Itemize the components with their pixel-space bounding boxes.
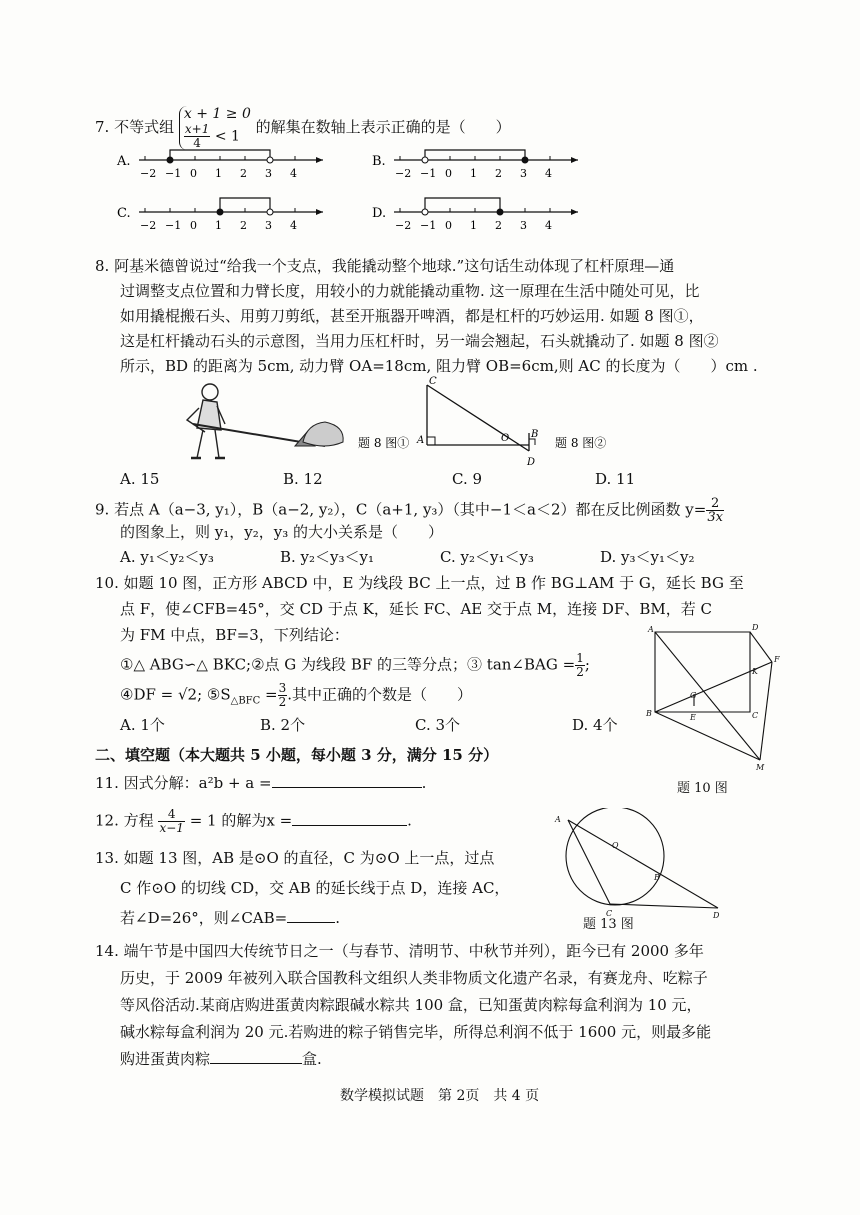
rock-drawing [303, 422, 343, 446]
question-text: 若点 A（a−3, y₁），B（a−2, y₂），C（a+1, y₃）（其中−1＜a＜2）都在反比例函数 y= [114, 500, 707, 519]
tick-label: 2 [495, 167, 502, 180]
question-9: 9. 若点 A（a−3, y₁），B（a−2, y₂），C（a+1, y₃）（其中−1＜a＜2）都在反比例函数 y= $\frac{2}{3x}$ [95, 496, 723, 525]
tick-label: −1 [165, 167, 182, 180]
option-c[interactable]: C. 3个 [415, 716, 461, 734]
question-number: 12. [95, 811, 119, 830]
tick-label: 1 [215, 167, 222, 180]
number-line-b [372, 150, 578, 180]
tick-label: 3 [265, 219, 272, 232]
tick-label: 4 [545, 219, 552, 232]
tick-label: 3 [265, 167, 272, 180]
option-label[interactable]: D. [372, 206, 387, 221]
question-number: 7. [95, 118, 110, 136]
point-label: A [417, 435, 425, 446]
point-label: G [690, 691, 697, 700]
tick-label: 2 [240, 219, 247, 232]
question-text: = 1 的解为x = [189, 811, 293, 830]
option-b[interactable]: B. 12 [283, 470, 323, 488]
question-14 [95, 940, 704, 962]
tick-label: −1 [165, 219, 182, 232]
tick-label: −1 [420, 167, 437, 180]
question-text: 等风俗活动.某商店购进蛋黄肉粽跟碱水粽共 100 盒，已知蛋黄肉粽每盒利润为 10 元， [120, 996, 702, 1014]
question-text: 不等式组 [114, 118, 175, 136]
question-text: 若∠D=26°，则∠CAB= . [120, 909, 341, 927]
answer-blank[interactable] [287, 907, 335, 923]
question-text: 端午节是中国四大传统节日之一（与春节、清明节、中秋节并列），距今已有 2000 多年 [123, 942, 704, 960]
tick-label: 0 [190, 219, 197, 232]
question-13 [95, 847, 494, 869]
tick-label: 4 [290, 219, 297, 232]
tick-label: 0 [445, 167, 452, 180]
conclusions-line-2: ④DF = √2; $⑤S_{\triangle BFC}$ = $\frac{3}{2}$ .其中正确的个数是（ ） [120, 681, 473, 709]
point-label: C [429, 376, 437, 387]
question-11: 11. 因式分解：a²b + a = . [95, 774, 427, 792]
point-label: C [606, 909, 613, 918]
answer-blank[interactable] [210, 1048, 302, 1064]
question-text: 的解集在数轴上表示正确的是（ ） [255, 118, 511, 136]
inequality-1: x + 1 ≥ 0 [183, 106, 251, 122]
point-label: O [612, 841, 619, 850]
point-label: O [501, 433, 510, 444]
point-label: F [774, 655, 780, 664]
q7-number-lines [115, 140, 595, 240]
question-text: 点 F，使∠CFB=45°，交 CD 于点 K，延长 FC、AE 交于点 M，连接 DF、BM，若 C [120, 600, 712, 618]
option-d[interactable]: D. 11 [595, 470, 636, 488]
tick-label: −2 [140, 219, 157, 232]
question-text: 所示，BD 的距离为 5cm, 动力臂 OA=18cm, 阻力臂 OB=6cm,则 AC 的长度为（ ）cm . [120, 357, 758, 375]
point-label: A [648, 625, 654, 634]
section-heading: 二、填空题（本大题共 5 小题，每小题 3 分，满分 15 分） [95, 746, 499, 764]
page-footer: 数学模拟试题 第 2页 共 4 页 [340, 1088, 540, 1104]
point-label: K [752, 667, 758, 676]
figure-caption: 题 13 图 [583, 917, 634, 932]
point-label: E [690, 713, 696, 722]
option-a[interactable]: A. y₁＜y₂＜y₃ [120, 548, 214, 566]
tick-label: 4 [545, 167, 552, 180]
question-text: 的图象上，则 y₁，y₂，y₃ 的大小关系是（ ） [120, 523, 443, 541]
answer-blank[interactable] [292, 810, 407, 826]
tick-label: 1 [470, 219, 477, 232]
point-label: C [752, 711, 759, 720]
question-text: 阿基米德曾说过“给我一个支点，我能撬动整个地球.”这句话生动体现了杠杆原理—通 [114, 257, 675, 275]
circle-figure [548, 808, 728, 933]
question-text: 购进蛋黄肉粽 盒. [120, 1050, 322, 1068]
option-a[interactable]: A. 15 [120, 470, 160, 488]
question-text: 这是杠杆撬动石头的示意图，当用力压杠杆时，另一端会翘起，石头就撬动了. 如题 8 图② [120, 332, 719, 350]
option-b[interactable]: B. 2个 [260, 716, 306, 734]
lever-figure-2 [415, 375, 615, 470]
figure-caption: 题 8 图② [555, 436, 607, 450]
question-text: 碱水粽每盒利润为 20 元.若购进的粽子销售完毕，所得总利润不低于 1600 元，则最多能 [120, 1023, 712, 1041]
question-10 [95, 572, 744, 594]
point-label: B [646, 709, 652, 718]
number-line-d [372, 198, 578, 232]
option-label[interactable]: C. [117, 206, 131, 221]
question-12: 12. 方程 $\frac{4}{x-1}$ = 1 的解为x = . [95, 807, 412, 835]
number-line-a [116, 150, 323, 180]
point-label: B [654, 873, 660, 882]
tick-label: 0 [445, 219, 452, 232]
question-number: 11. [95, 774, 119, 792]
answer-blank[interactable] [272, 772, 422, 788]
tick-label: 2 [495, 219, 502, 232]
point-label: A [555, 815, 561, 824]
tick-label: 3 [520, 219, 527, 232]
point-label: D [527, 457, 536, 468]
tick-label: 4 [290, 167, 297, 180]
question-text: 如题 10 图，正方形 ABCD 中，E 为线段 BC 上一点，过 B 作 BG⊥AM 于 G，延长 BG 至 [123, 574, 744, 592]
question-text: 如题 13 图，AB 是⊙O 的直径，C 为⊙O 上一点，过点 [123, 849, 495, 867]
square-figure [640, 620, 790, 800]
tick-label: −1 [420, 219, 437, 232]
option-a[interactable]: A. 1个 [120, 716, 165, 734]
point-label: M [756, 763, 765, 772]
question-number: 13. [95, 849, 119, 867]
tick-label: −2 [395, 219, 412, 232]
lever-figure-1 [175, 380, 435, 465]
point-label: D [752, 623, 759, 632]
question-8 [95, 255, 674, 277]
number-line-c [117, 198, 323, 232]
figure-caption: 题 8 图① [358, 436, 410, 450]
question-text: 为 FM 中点，BF=3，下列结论： [120, 626, 349, 644]
option-d[interactable]: D. y₃＜y₁＜y₂ [600, 548, 695, 566]
question-number: 8. [95, 257, 110, 275]
tick-label: −2 [140, 167, 157, 180]
question-text: 历史，于 2009 年被列入联合国教科文组织人类非物质文化遗产名录，有赛龙舟、吃粽子 [120, 969, 708, 987]
tick-label: −2 [395, 167, 412, 180]
tick-label: 0 [190, 167, 197, 180]
tick-label: 1 [470, 167, 477, 180]
figure-caption: 题 10 图 [677, 781, 728, 796]
option-d[interactable]: D. 4个 [572, 716, 618, 734]
option-label[interactable]: B. [372, 154, 386, 169]
person-drawing [187, 384, 225, 458]
conclusions-line-1: ①△ ABG∽△ BKC;②点 G 为线段 BF 的三等分点；③ tan∠BAG = $\frac{1}{2}$ ; [120, 651, 590, 679]
point-label: B [531, 429, 539, 440]
option-c[interactable]: C. 9 [452, 470, 483, 488]
tick-label: 1 [215, 219, 222, 232]
question-number: 10. [95, 574, 119, 592]
question-number: 9. [95, 500, 110, 519]
question-text: 方程 [123, 811, 154, 830]
tick-label: 2 [240, 167, 247, 180]
question-text: 因式分解：a²b + a = [123, 774, 272, 792]
question-text: 如用撬棍搬石头、用剪刀剪纸，甚至开瓶器开啤酒，都是杠杆的巧妙运用. 如题 8 图①， [120, 307, 704, 325]
inequality-2: $\frac{x+1}{4}$ < 1 [184, 122, 240, 150]
option-label[interactable]: A. [117, 154, 131, 169]
option-c[interactable]: C. y₂＜y₁＜y₃ [440, 548, 534, 566]
question-text: 过调整支点位置和力臂长度，用较小的力就能撬动重物. 这一原理在生活中随处可见，比 [120, 282, 700, 300]
question-text: C 作⊙O 的切线 CD，交 AB 的延长线于点 D，连接 AC， [120, 879, 510, 897]
option-b[interactable]: B. y₂＜y₃＜y₁ [280, 548, 375, 566]
point-label: D [713, 911, 720, 920]
tick-label: 3 [520, 167, 527, 180]
question-number: 14. [95, 942, 119, 960]
